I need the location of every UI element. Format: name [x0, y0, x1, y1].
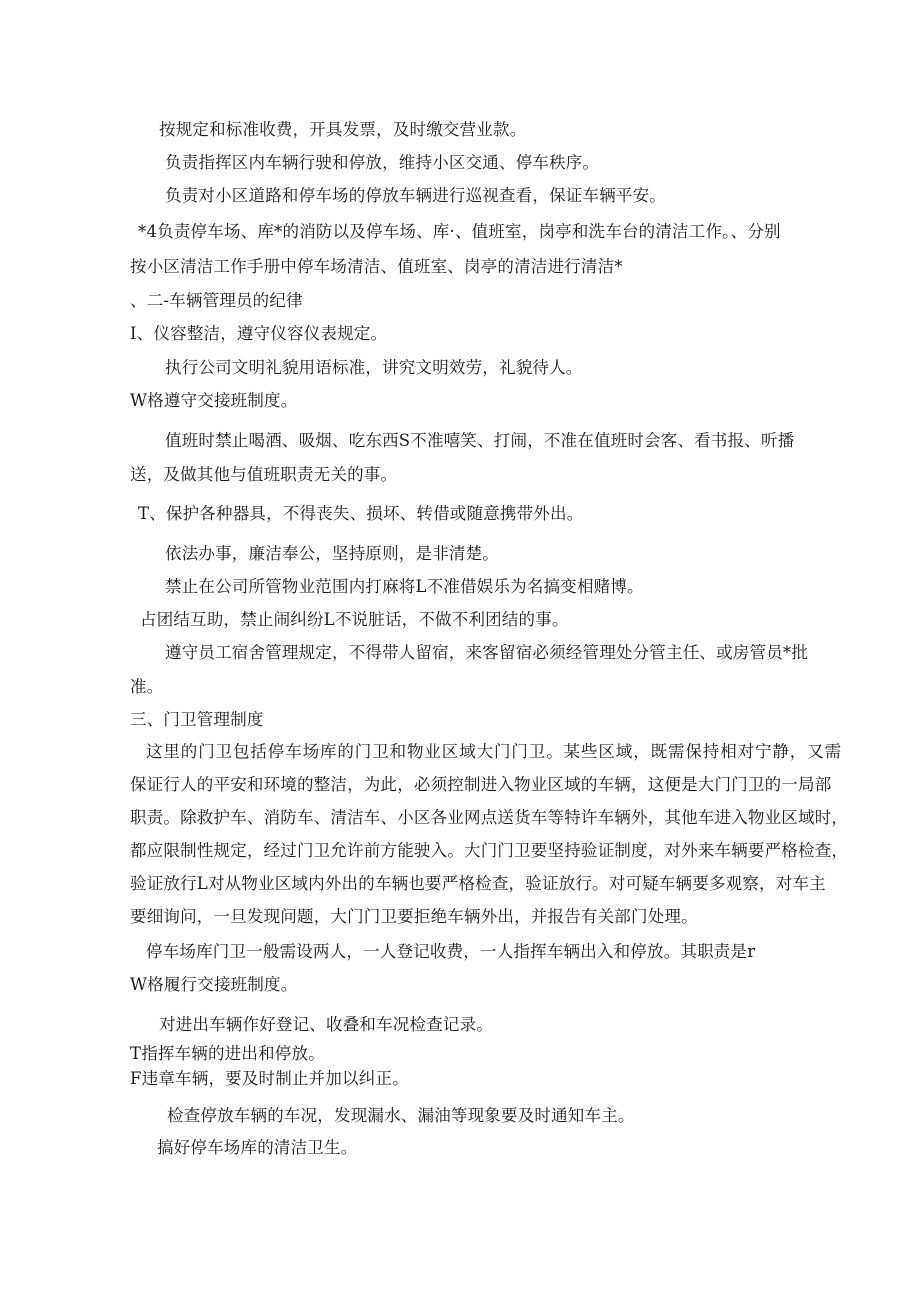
paragraph-line: T、保护各种器具，不得丧失、损坏、转借或随意携带外出。	[138, 504, 584, 523]
paragraph-line: W格遵守交接班制度。	[130, 391, 298, 410]
section-heading: 三、门卫管理制度	[130, 710, 264, 729]
paragraph-line: 执行公司文明礼貌用语标准，讲究文明效劳，礼貌待人。	[165, 358, 583, 377]
paragraph-line: 这里的门卫包括停车场库的门卫和物业区域大门门卫。某些区域，既需保持相对宁静，又需	[146, 742, 842, 761]
paragraph-line: *4负责停车场、库*的消防以及停车场、库·、值班室，岗亭和洗车台的清洁工作。、分别	[138, 222, 781, 241]
paragraph-line: 都应限制性规定，经过门卫允许前方能驶入。大门门卫要坚持验证制度，对外来车辆要严格检查，	[130, 841, 849, 860]
paragraph-line: 搞好停车场库的清洁卫生。	[157, 1138, 358, 1157]
paragraph-line: 停车场库门卫一般需设两人，一人登记收费，一人指挥车辆出入和停放。其职责是r	[146, 942, 756, 961]
paragraph-line: 验证放行L对从物业区域内外出的车辆也要严格检查，验证放行。对可疑车辆要多观察，对车主	[130, 874, 826, 893]
paragraph-line: 负责指挥区内车辆行驶和停放，维持小区交通、停车秩序。	[165, 153, 600, 172]
paragraph-line: 按规定和标准收费，开具发票，及时缴交营业款。	[159, 120, 527, 139]
paragraph-line: T指挥车辆的进出和停放。	[130, 1044, 325, 1063]
paragraph-line: 按小区清洁工作手册中停车场清洁、值班室、岗亭的清洁进行清洁*	[130, 257, 623, 276]
paragraph-line: I、仪容整洁，遵守仪容仪表规定。	[130, 324, 388, 343]
paragraph-line: 送，及做其他与值班职责无关的事。	[130, 465, 398, 484]
paragraph-line: 准。	[130, 677, 164, 696]
paragraph-line: 负责对小区道路和停车场的停放车辆进行巡视查看，保证车辆平安。	[165, 186, 666, 205]
section-heading: 、二-车辆管理员的纪律	[130, 291, 303, 310]
paragraph-line: 职责。除救护车、消防车、清洁车、小区各业网点送货车等特许车辆外，其他车进入物业区域时，	[130, 808, 849, 827]
paragraph-line: F违章车辆，要及时制止并加以纠正。	[130, 1069, 409, 1088]
paragraph-line: 对进出车辆作好登记、收叠和车况检查记录。	[159, 1015, 493, 1034]
paragraph-line: 遵守员工宿舍管理规定，不得带人留宿，来客留宿必须经管理处分管主任、或房管员*批	[165, 643, 809, 662]
paragraph-line: 依法办事，廉洁奉公，坚持原则，是非清楚。	[165, 544, 499, 563]
paragraph-line: 禁止在公司所管物业范围内打麻将L不准借娱乐为名搞变相赌博。	[165, 577, 644, 596]
paragraph-line: 值班时禁止喝酒、吸烟、吃东西S不准嘻笑、打闹，不准在值班时会客、看书报、听播	[165, 431, 795, 450]
paragraph-line: 要细询问，一旦发现问题，大门门卫要拒绝车辆外出，并报告有关部门处理。	[130, 907, 698, 926]
paragraph-line: W格履行交接班制度。	[130, 975, 298, 994]
paragraph-line: 保证行人的平安和环境的整洁，为此，必须控制进入物业区域的车辆，这便是大门门卫的一局部	[130, 775, 832, 794]
paragraph-line: 检查停放车辆的车况，发现漏水、漏油等现象要及时通知车主。	[167, 1106, 635, 1125]
paragraph-line: 占团结互助，禁止闹纠纷L不说脏话，不做不利团结的事。	[140, 610, 569, 629]
